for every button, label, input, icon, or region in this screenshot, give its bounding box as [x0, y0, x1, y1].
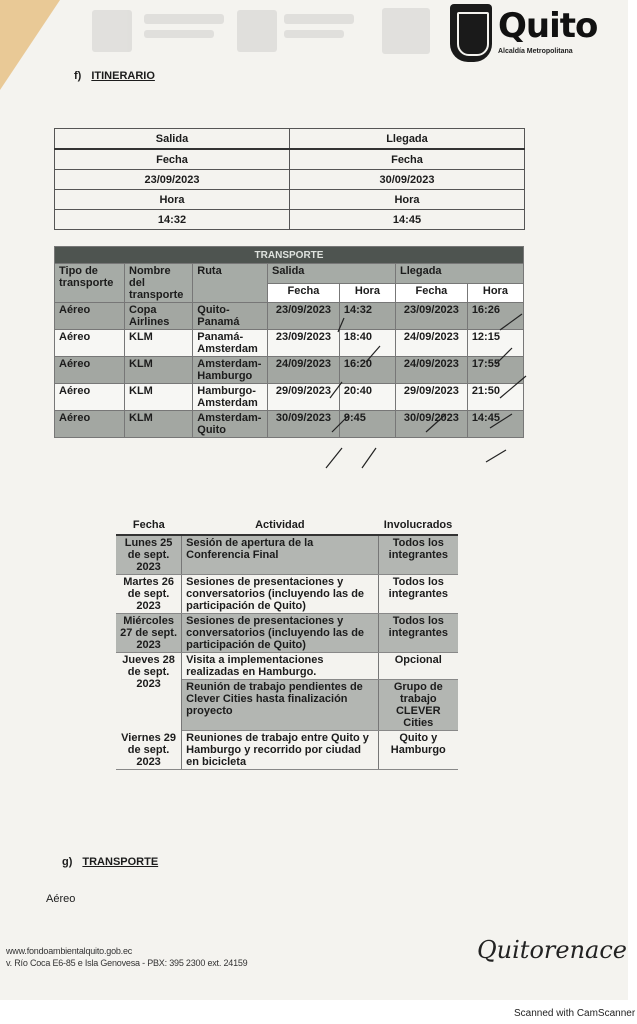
table-row: [55, 384, 524, 411]
row-route: Quito-Panamá: [193, 303, 268, 330]
row-route: Hamburgo-Amsterdam: [193, 384, 268, 411]
footer-website: www.fondoambientalquito.gob.ec: [6, 946, 133, 956]
header-name: Nombre del transporte: [125, 264, 193, 303]
agenda-date: Viernes 29 de sept. 2023: [116, 731, 182, 770]
row-dep-date: 30/09/2023: [268, 411, 340, 438]
row-name: KLM: [125, 411, 193, 438]
footer-address: v. Río Coca E6-85 e Isla Genovesa - PBX: 395 2300 ext. 24159: [6, 958, 248, 968]
agenda-involved: Todos los integrantes: [378, 535, 458, 575]
itinerary-table: [54, 128, 525, 230]
row-dep-time: 18:40: [339, 330, 395, 357]
header-arrival: Llegada: [395, 264, 523, 284]
agenda-activity: Reuniones de trabajo entre Quito y Hamburgo y recorrido por ciudad en bicicleta: [182, 731, 378, 770]
transport-mode-text: Aéreo: [46, 893, 76, 905]
quito-logo: [450, 2, 600, 66]
header-dep-time: Hora: [339, 283, 395, 303]
row-dep-date: 23/09/2023: [268, 330, 340, 357]
row-dep-time: 14:32: [339, 303, 395, 330]
departure-time: 14:32: [55, 210, 290, 230]
table-row: [116, 575, 458, 614]
header-arr-date: Fecha: [395, 283, 467, 303]
logo-subtitle: Alcaldía Metropolitana: [498, 48, 573, 55]
section-g-title: TRANSPORTE: [82, 856, 159, 868]
transport-banner: TRANSPORTE: [55, 247, 524, 264]
agenda-activity: Reunión de trabajo pendientes de Clever Cities hasta finalización proyecto: [182, 680, 378, 731]
row-name: KLM: [125, 357, 193, 384]
row-arr-date: 30/09/2023: [395, 411, 467, 438]
row-route: Amsterdam-Quito: [193, 411, 268, 438]
row-dep-date: 24/09/2023: [268, 357, 340, 384]
row-name: KLM: [125, 384, 193, 411]
row-arr-date: 24/09/2023: [395, 330, 467, 357]
departure-label: Salida: [55, 129, 290, 150]
agenda-involved: Grupo de trabajo CLEVER Cities: [378, 680, 458, 731]
row-dep-date: 23/09/2023: [268, 303, 340, 330]
table-row: [55, 303, 524, 330]
row-arr-time: 14:45: [467, 411, 523, 438]
row-type: Aéreo: [55, 384, 125, 411]
logo-name: Quito: [498, 6, 598, 46]
arrival-time-label: Hora: [290, 190, 525, 210]
agenda-activity: Sesiones de presentaciones y conversatorios (incluyendo las de participación de Quito): [182, 614, 378, 653]
header-arr-time: Hora: [467, 283, 523, 303]
arrival-time: 14:45: [290, 210, 525, 230]
arrival-date: 30/09/2023: [290, 170, 525, 190]
agenda-involved: Opcional: [378, 653, 458, 680]
row-arr-date: 29/09/2023: [395, 384, 467, 411]
row-arr-date: 23/09/2023: [395, 303, 467, 330]
row-dep-time: 20:40: [339, 384, 395, 411]
page-corner-fold: [0, 0, 60, 90]
agenda-header-activity: Actividad: [182, 518, 378, 535]
header-type: Tipo de transporte: [55, 264, 125, 303]
section-f-heading: [74, 70, 155, 82]
departure-date-label: Fecha: [55, 149, 290, 170]
arrival-date-label: Fecha: [290, 149, 525, 170]
transport-table: [54, 246, 524, 438]
row-type: Aéreo: [55, 411, 125, 438]
header-route: Ruta: [193, 264, 268, 303]
table-row: [116, 614, 458, 653]
table-row: [116, 653, 458, 680]
table-row: [116, 535, 458, 575]
agenda-date: Miércoles 27 de sept. 2023: [116, 614, 182, 653]
bleed-through-text: [78, 118, 81, 128]
table-row: [116, 731, 458, 770]
section-f-title: ITINERARIO: [91, 70, 155, 82]
table-row: [55, 411, 524, 438]
row-type: Aéreo: [55, 330, 125, 357]
table-row: [55, 357, 524, 384]
section-g-letter: g): [62, 856, 73, 868]
section-g-heading: [62, 856, 158, 868]
table-row: [55, 330, 524, 357]
row-route: Amsterdam-Hamburgo: [193, 357, 268, 384]
agenda-header-date: Fecha: [116, 518, 182, 535]
arrival-label: Llegada: [290, 129, 525, 150]
agenda-involved: Todos los integrantes: [378, 614, 458, 653]
header-dep-date: Fecha: [268, 283, 340, 303]
row-arr-time: 17:55: [467, 357, 523, 384]
agenda-date: Martes 26 de sept. 2023: [116, 575, 182, 614]
agenda-date: Lunes 25 de sept. 2023: [116, 535, 182, 575]
departure-date: 23/09/2023: [55, 170, 290, 190]
faded-header-logos: [92, 4, 432, 56]
header-departure: Salida: [268, 264, 396, 284]
agenda-header-involved: Involucrados: [378, 518, 458, 535]
row-name: KLM: [125, 330, 193, 357]
agenda-date: Jueves 28 de sept. 2023: [116, 653, 182, 731]
agenda-activity: Sesiones de presentaciones y conversatorios (incluyendo las de participación de Quito): [182, 575, 378, 614]
footer-slogan: Quitorenace: [477, 936, 627, 964]
row-arr-time: 21:50: [467, 384, 523, 411]
agenda-activity: Visita a implementaciones realizadas en Hamburgo.: [182, 653, 378, 680]
coat-of-arms-icon: [450, 4, 492, 62]
row-arr-time: 12:15: [467, 330, 523, 357]
agenda-activity: Sesión de apertura de la Conferencia Final: [182, 535, 378, 575]
section-f-letter: f): [74, 70, 82, 82]
scanner-watermark: Scanned with CamScanner: [514, 1008, 636, 1019]
agenda-table: [116, 518, 458, 770]
agenda-involved: Quito y Hamburgo: [378, 731, 458, 770]
row-arr-time: 16:26: [467, 303, 523, 330]
row-name: Copa Airlines: [125, 303, 193, 330]
departure-time-label: Hora: [55, 190, 290, 210]
row-type: Aéreo: [55, 303, 125, 330]
row-arr-date: 24/09/2023: [395, 357, 467, 384]
agenda-involved: Todos los integrantes: [378, 575, 458, 614]
row-dep-time: 9:45: [339, 411, 395, 438]
row-dep-date: 29/09/2023: [268, 384, 340, 411]
row-route: Panamá-Amsterdam: [193, 330, 268, 357]
row-type: Aéreo: [55, 357, 125, 384]
row-dep-time: 16:20: [339, 357, 395, 384]
